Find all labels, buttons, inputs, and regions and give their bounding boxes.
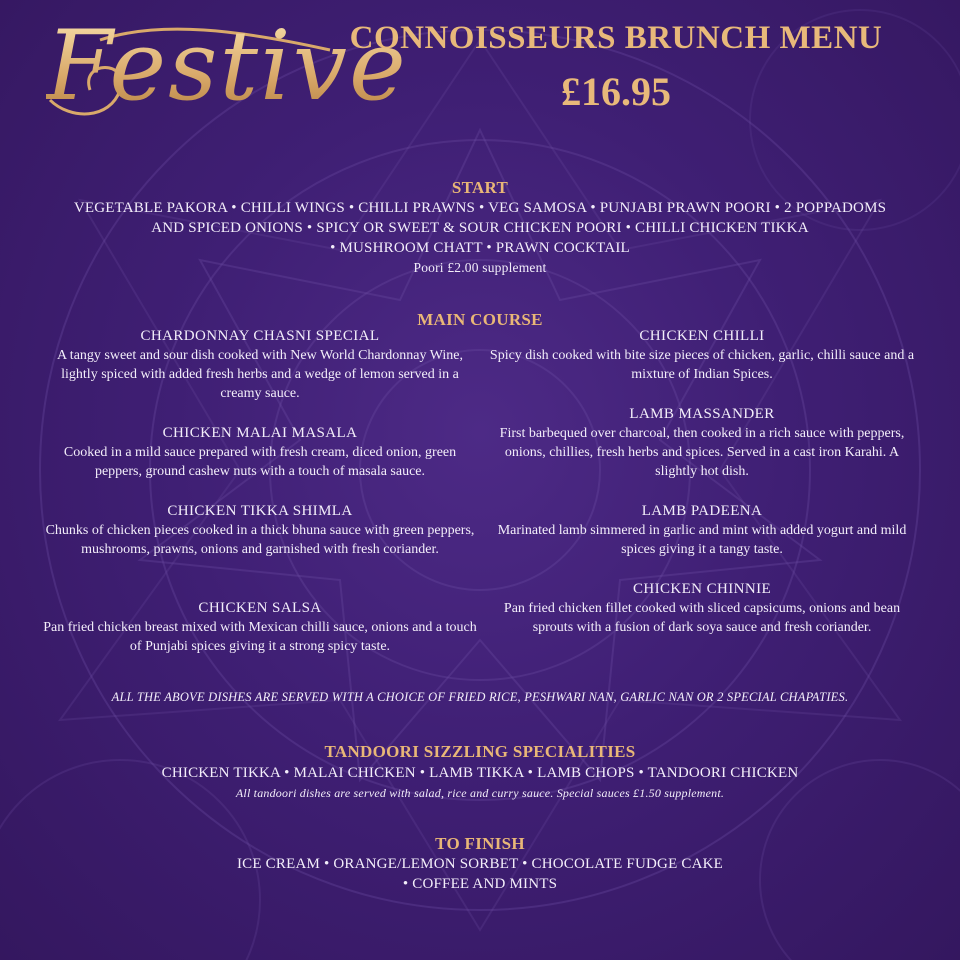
menu-title: CONNOISSEURS BRUNCH MENU xyxy=(349,20,883,56)
start-line-1: VEGETABLE PAKORA • CHILLI WINGS • CHILLI PRAWNS • VEG SAMOSA • PUNJABI PRAWN POORI • 2 POPPADOMS xyxy=(73,200,887,216)
start-heading: START xyxy=(451,178,509,197)
dish-name: CHICKEN TIKKA SHIMLA xyxy=(167,503,353,519)
start-note: Poori £2.00 supplement xyxy=(413,260,547,275)
dish-description: First barbequed over charcoal, then cooked in a rich sauce with peppers, onions, chillies, fresh herbs and spices. Served in a cast iron Karahi. A slightly hot dish. xyxy=(499,426,905,479)
dish-name: LAMB MASSANDER xyxy=(629,406,775,422)
dish-chicken-salsa xyxy=(40,599,480,656)
finish-heading: TO FINISH xyxy=(435,834,525,853)
dish-description: Spicy dish cooked with bite size pieces of chicken, garlic, chilli sauce and a mixture of Indian Spices. xyxy=(489,348,915,382)
tandoori-heading: TANDOORI SIZZLING SPECIALITIES xyxy=(324,742,636,761)
dish-chicken-tikka-shimla xyxy=(40,502,480,559)
dish-name: CHICKEN CHINNIE xyxy=(632,581,772,597)
dish-chardonnay-chasni-special xyxy=(40,327,480,403)
festive-script-title: Festive xyxy=(46,10,408,122)
dish-description: Pan fried chicken fillet cooked with sliced capsicums, onions and bean sprouts with a fusion of dark soya sauce and fresh coriander. xyxy=(503,601,901,635)
dish-chicken-chinnie xyxy=(488,580,916,637)
menu-price: £16.95 xyxy=(561,69,671,114)
tandoori-items: CHICKEN TIKKA • MALAI CHICKEN • LAMB TIKKA • LAMB CHOPS • TANDOORI CHICKEN xyxy=(161,765,799,781)
dish-name: CHICKEN MALAI MASALA xyxy=(162,425,358,441)
dish-lamb-padeena xyxy=(488,502,916,559)
dish-name: CHICKEN SALSA xyxy=(198,600,322,616)
main-course-served-note: ALL THE ABOVE DISHES ARE SERVED WITH A CHOICE OF FRIED RICE, PESHWARI NAN, GARLIC NAN OR 2 SPECIAL CHAPATIES. xyxy=(111,690,849,704)
dish-chicken-malai-masala xyxy=(40,424,480,481)
dish-description: Chunks of chicken pieces cooked in a thick bhuna sauce with green peppers, mushrooms, prawns, onions and garnished with fresh coriander. xyxy=(45,523,475,557)
start-line-3: • MUSHROOM CHATT • PRAWN COCKTAIL xyxy=(330,240,630,256)
finish-line-1: ICE CREAM • ORANGE/LEMON SORBET • CHOCOLATE FUDGE CAKE xyxy=(236,856,724,872)
finish-line-2: • COFFEE AND MINTS xyxy=(402,876,558,892)
dish-name: CHICKEN CHILLI xyxy=(639,328,765,344)
dish-name: LAMB PADEENA xyxy=(641,503,763,519)
dish-description: Cooked in a mild sauce prepared with fresh cream, diced onion, green peppers, ground cashew nuts with a touch of masala sauce. xyxy=(63,445,457,479)
dish-description: Marinated lamb simmered in garlic and mint with added yogurt and mild spices giving it a tangy taste. xyxy=(497,523,907,557)
main-course-heading: MAIN COURSE xyxy=(417,310,543,329)
dish-chicken-chilli xyxy=(488,327,916,384)
dish-lamb-massander xyxy=(488,405,916,481)
start-line-2: AND SPICED ONIONS • SPICY OR SWEET & SOUR CHICKEN POORI • CHILLI CHICKEN TIKKA xyxy=(151,220,809,236)
dish-description: Pan fried chicken breast mixed with Mexican chilli sauce, onions and a touch of Punjabi spices giving it a strong spicy taste. xyxy=(43,620,477,654)
dish-name: CHARDONNAY CHASNI SPECIAL xyxy=(140,328,380,344)
tandoori-note: All tandoori dishes are served with salad, rice and curry sauce. Special sauces £1.50 supplement. xyxy=(235,786,725,800)
dish-description: A tangy sweet and sour dish cooked with New World Chardonnay Wine, lightly spiced with added fresh herbs and a wedge of lemon served in a creamy sauce. xyxy=(56,348,464,401)
